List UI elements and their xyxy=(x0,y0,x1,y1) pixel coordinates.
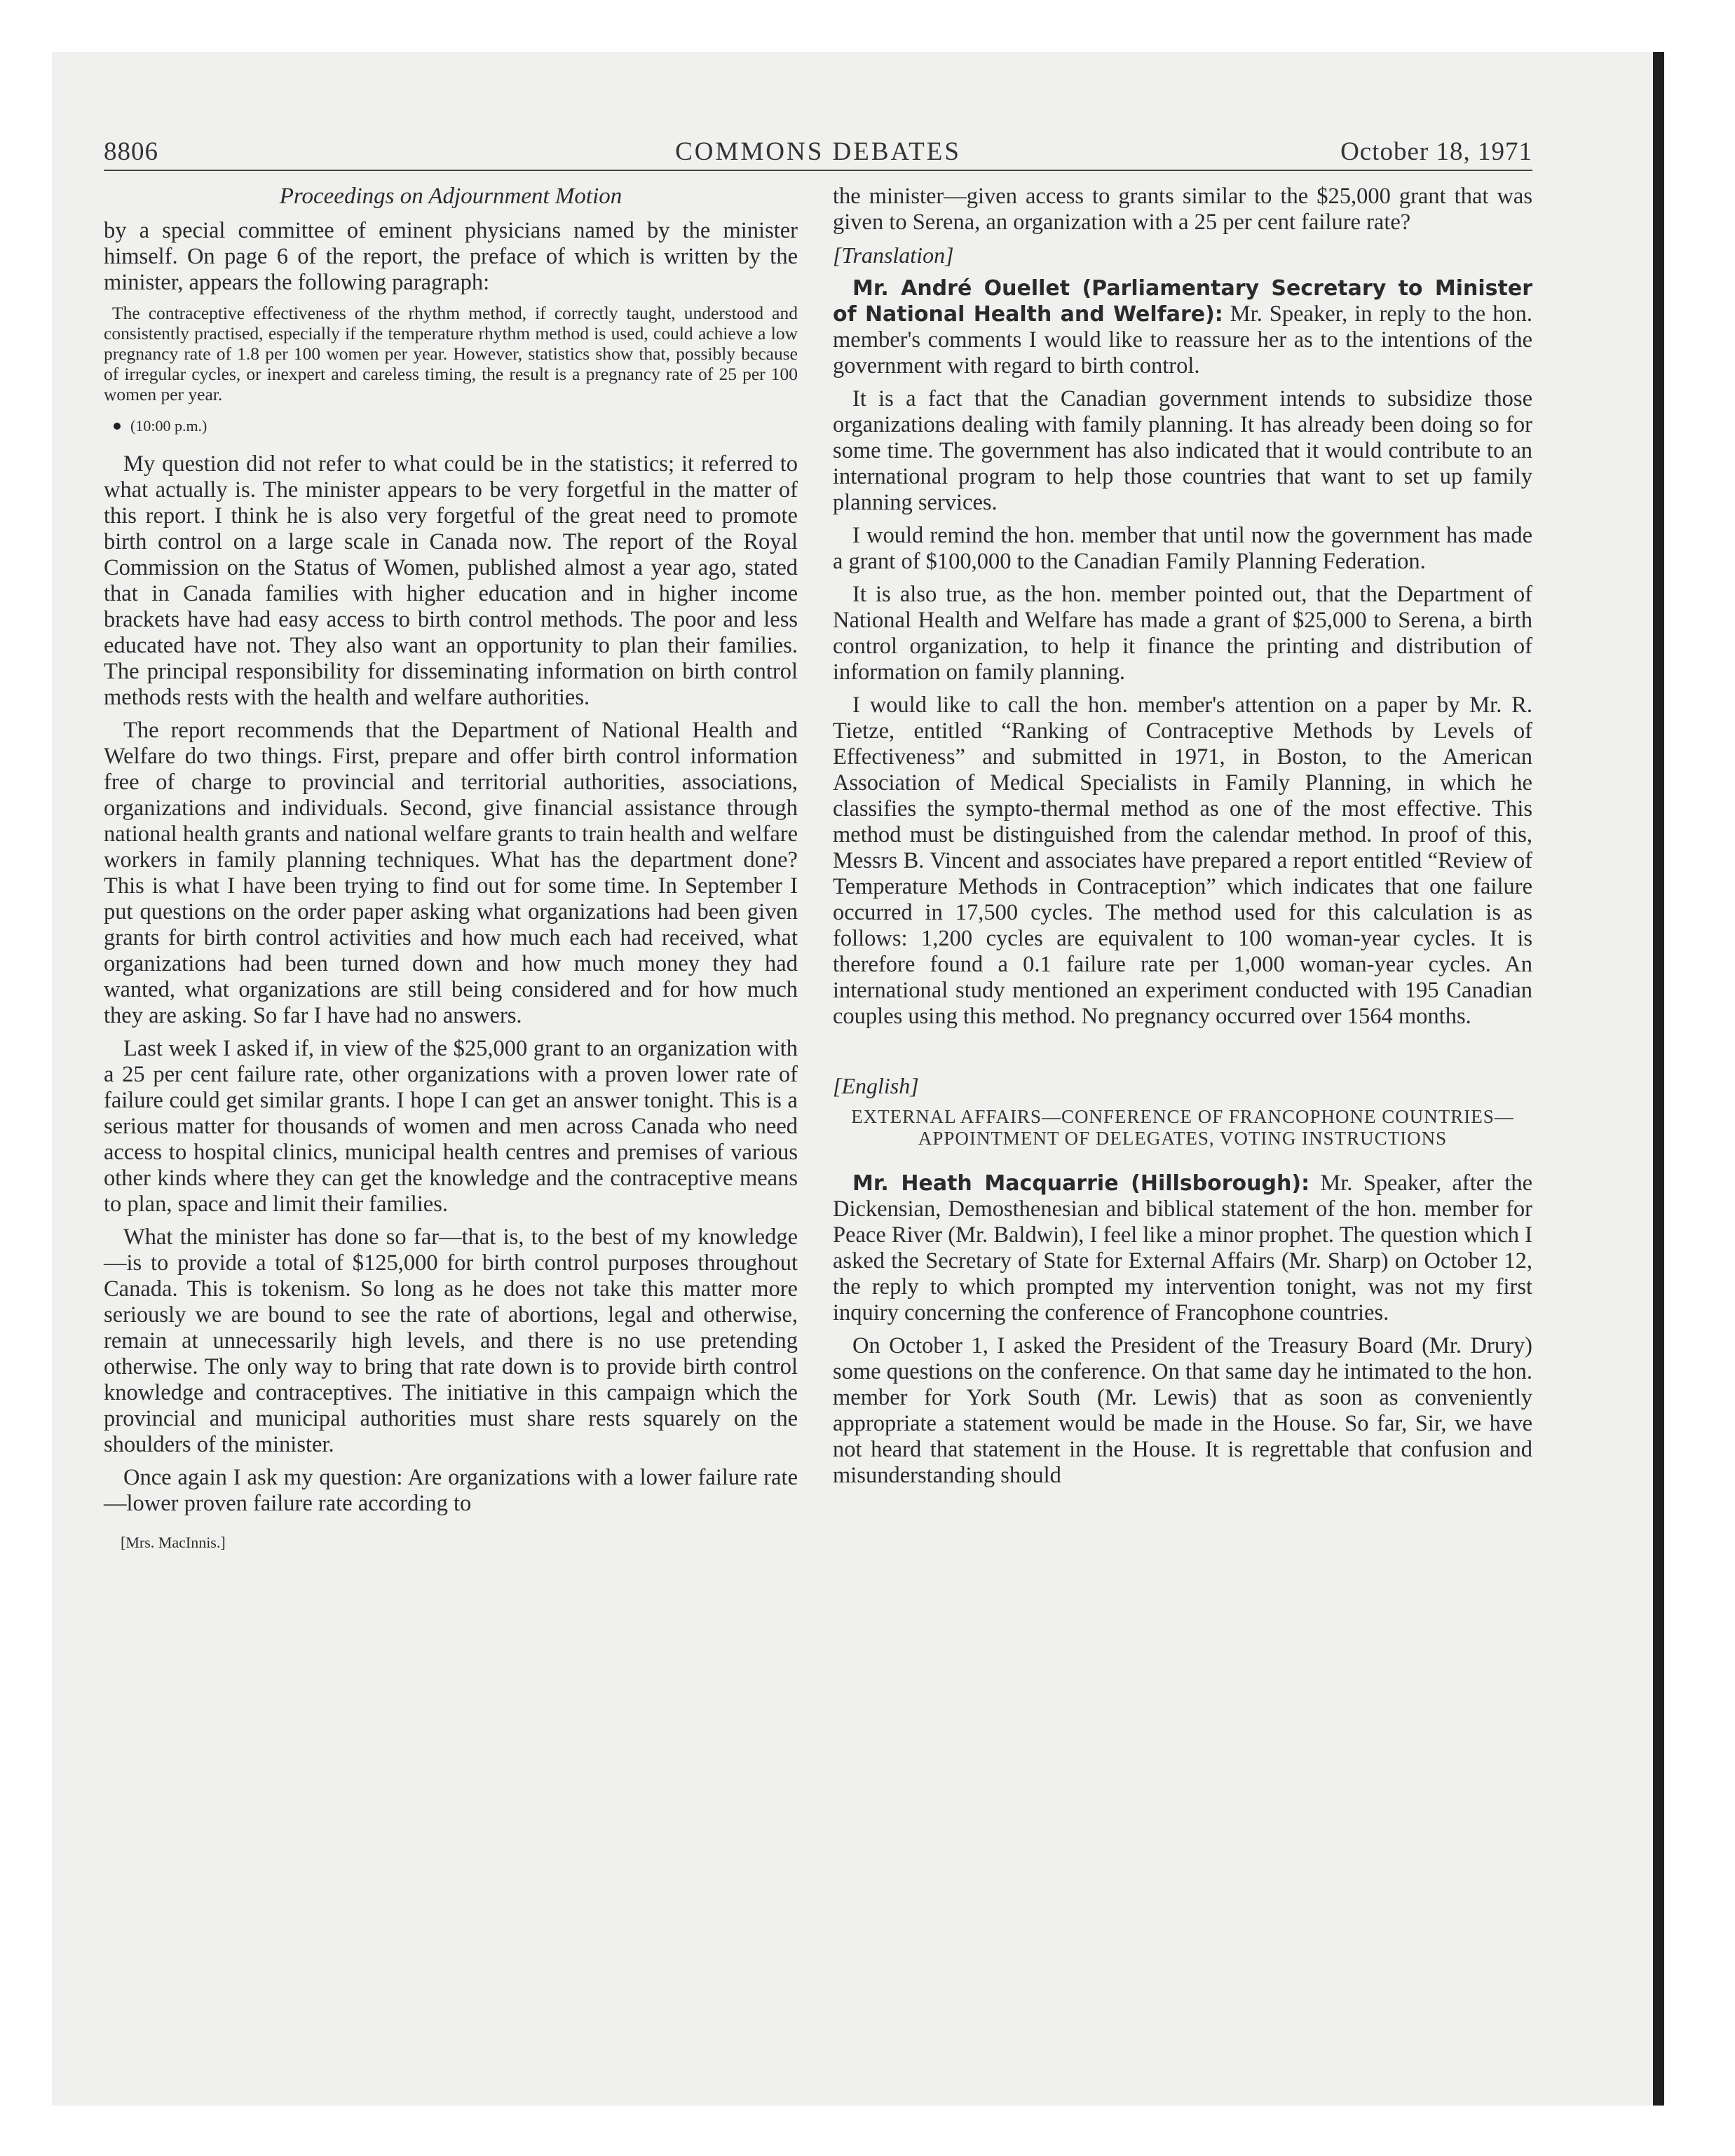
left-column xyxy=(104,184,798,1555)
paragraph: My question did not refer to what could be in the statistics; it referred to what actually is. The minister appears to be very forgetful in the matter of this report. I think he is also very forgetful of the great need to promote birth control on a large scale in Canada now. The report of the Royal Commission on the Status of Women, published almost a year ago, stated that in Canada families with higher education and in higher income brackets have had easy access to birth control methods. The poor and less educated have not. They also want an opportunity to plan their families. The principal responsibility for disseminating information on birth control methods rests with the health and welfare authorities. xyxy=(104,451,798,710)
page-header xyxy=(104,133,1532,171)
section-gap xyxy=(833,1037,1532,1069)
paragraph: It is also true, as the hon. member pointed out, that the Department of National Health and Welfare has made a grant of $25,000 to Serena, a birth control organization, to help it finance the printing and distribution of information on family planning. xyxy=(833,582,1532,685)
page-date: October 18, 1971 xyxy=(1340,137,1532,166)
paragraph: What the minister has done so far—that is, to the best of my knowledge—is to provide a total of $125,000 for birth control purposes throughout Canada. This is tokenism. So long as he does not take this matter more seriously we are bound to see the rate of abortions, legal and otherwise, remain at unnecessarily high levels, and there is no use pretending otherwise. The only way to bring that rate down is to provide birth control knowledge and contraceptives. The initiative in this campaign which the provincial and municipal authorities must share rests squarely on the shoulders of the minister. xyxy=(104,1224,798,1457)
paragraph: The report recommends that the Department of National Health and Welfare do two things. First, prepare and offer birth control information free of charge to provincial and territorial authorities, associations, organizations and individuals. Second, give financial assistance through national health grants and national welfare grants to train health and welfare workers in family planning techniques. What has the department done? This is what I have been trying to find out for some time. In September I put questions on the order paper asking what organizations had been given grants for birth control activities and how much each had received, what organizations had been turned down and how much money they had wanted, what organizations are still being considered and for how much they are asking. So far I have had no answers. xyxy=(104,718,798,1028)
paragraph: Once again I ask my question: Are organizations with a lower failure rate—lower proven failure rate according to xyxy=(104,1465,798,1516)
paragraph: by a special committee of eminent physicians named by the minister himself. On page 6 of the report, the preface of which is written by the minister, appears the following paragraph: xyxy=(104,218,798,295)
language-marker: [English] xyxy=(833,1073,919,1098)
paragraph: It is a fact that the Canadian government intends to subsidize those organizations dealing with family planning. It has already been doing so for some time. The government has also indicated that it would contribute to an international program to help those countries that want to set up family planning services. xyxy=(833,386,1532,515)
speech-paragraph xyxy=(833,1171,1532,1326)
block-quote: The contraceptive effectiveness of the rhythm method, if correctly taught, understood and consistently practised, especially if the temperature rhythm method is used, could achieve a low pregnancy rate of 1.8 per 100 women per year. However, statistics show that, possibly because of irregular cycles, or inexpert and careless timing, the result is a pregnancy rate of 25 per 100 women per year. xyxy=(104,303,798,404)
paragraph: Last week I asked if, in view of the $25,000 grant to an organization with a 25 per cent failure rate, other organizations with a proven lower rate of failure could get similar grants. I hope I can get an answer tonight. This is a serious matter for thousands of women and men across Canada who need access to hospital clinics, municipal health centres and premises of various other kinds where they can get the knowledge and the contraceptive means to plan, space and limit their families. xyxy=(104,1036,798,1217)
time-mark xyxy=(114,413,798,439)
paragraph: I would like to call the hon. member's attention on a paper by Mr. R. Tietze, entitled “Ranking of Contraceptive Methods by Levels of Effectiveness” and submitted in 1971, in Boston, to the American Association of Medical Specialists in Family Planning, in which he classifies the sympto-thermal method as one of the most effective. This method must be distinguished from the calendar method. In proof of this, Messrs B. Vincent and associates have prepared a report entitled “Review of Temperature Methods in Contraception” which indicates that one failure occurred in 17,500 cycles. The method used for this calculation is as follows: 1,200 cycles are equivalent to 100 woman-year cycles. It is therefore found a 0.1 failure rate per 1,000 woman-year cycles. An international study mentioned an experiment conducted with 195 Canadian couples using this method. No pregnancy occurred over 1564 months. xyxy=(833,692,1532,1029)
speech-text: Mr. Speaker, in reply to the hon. member's comments I would like to reassure her as to the intentions of the government with regard to birth control. xyxy=(833,301,1532,378)
paragraph: On October 1, I asked the President of the Treasury Board (Mr. Drury) some questions on the conference. On that same day he intimated to the hon. member for York South (Mr. Lewis) that as soon as conveniently appropriate a statement would be made in the House. So far, Sir, we have not heard that statement in the House. It is regrettable that confusion and misunderstanding should xyxy=(833,1333,1532,1488)
running-head: Proceedings on Adjournment Motion xyxy=(279,184,622,209)
publication-title: COMMONS DEBATES xyxy=(675,137,961,166)
language-marker: [Translation] xyxy=(833,243,954,268)
speaker-name: Mr. Heath Macquarrie (Hillsborough): xyxy=(852,1171,1310,1196)
time-mark-text: (10:00 p.m.) xyxy=(130,417,207,435)
right-column xyxy=(833,184,1532,1496)
page-edge-bar xyxy=(1653,52,1664,2106)
section-heading: EXTERNAL AFFAIRS—CONFERENCE OF FRANCOPHONE COUNTRIES—APPOINTMENT OF DELEGATES, VOTING INSTRUCTIONS xyxy=(851,1106,1514,1149)
speech-paragraph xyxy=(833,275,1532,379)
bullet-icon xyxy=(114,423,121,430)
page-number: 8806 xyxy=(104,137,158,166)
paragraph: I would remind the hon. member that until now the government has made a grant of $100,000 to the Canadian Family Planning Federation. xyxy=(833,523,1532,574)
speech-text: Mr. Speaker, after the Dickensian, Demosthenesian and biblical statement of the hon. member for Peace River (Mr. Baldwin), I feel like a minor prophet. The question which I asked the Secretary of State for External Affairs (Mr. Sharp) on October 12, the reply to which prompted my intervention tonight, was not my first inquiry concerning the conference of Francophone countries. xyxy=(833,1171,1532,1325)
speaker-attribution: [Mrs. MacInnis.] xyxy=(121,1534,226,1551)
speaker-name: Mr. André Ouellet (Parliamentary Secretary to Minister of National Health and Welfare): xyxy=(833,276,1532,327)
paragraph: the minister—given access to grants similar to the $25,000 grant that was given to Serena, an organization with a 25 per cent failure rate? xyxy=(833,184,1532,235)
